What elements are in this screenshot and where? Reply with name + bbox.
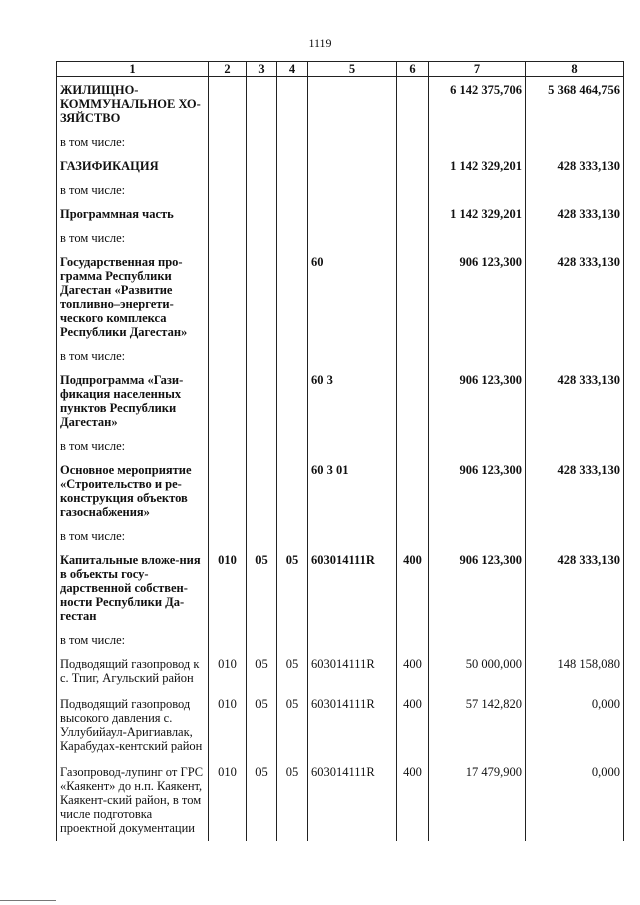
subtotal-label-row	[57, 345, 624, 367]
cell-3: 05	[247, 759, 277, 841]
cell-8: 0,000	[526, 691, 624, 759]
cell-3: 05	[247, 691, 277, 759]
cell-2	[209, 77, 247, 132]
cell-5: 60	[308, 249, 397, 345]
cell-5: 60 3 01	[308, 457, 397, 525]
cell-6	[397, 457, 429, 525]
cell-2	[209, 201, 247, 227]
row-name: ЖИЛИЩНО-КОММУНАЛЬНОЕ ХО-ЗЯЙСТВО	[57, 77, 209, 132]
col-header-2: 2	[209, 62, 247, 77]
cell-4	[277, 457, 308, 525]
including-label: в том числе:	[57, 629, 209, 651]
cell-6	[397, 367, 429, 435]
col-header-1: 1	[57, 62, 209, 77]
cell-2	[209, 457, 247, 525]
cell-3	[247, 153, 277, 179]
cell-5: 603014111R	[308, 691, 397, 759]
cell-4: 05	[277, 547, 308, 629]
cell-2	[209, 249, 247, 345]
cell-2	[209, 367, 247, 435]
cell-7: 1 142 329,201	[429, 153, 526, 179]
col-header-6: 6	[397, 62, 429, 77]
header-row	[57, 62, 624, 77]
cell-8: 428 333,130	[526, 249, 624, 345]
cell-3	[247, 77, 277, 132]
table-row	[57, 547, 624, 629]
cell-5: 60 3	[308, 367, 397, 435]
subtotal-label-row	[57, 131, 624, 153]
cell-8: 148 158,080	[526, 651, 624, 691]
cell-7: 50 000,000	[429, 651, 526, 691]
row-name: Подводящий газопровод к с. Тпиг, Агульский район	[57, 651, 209, 691]
subtotal-label-row	[57, 179, 624, 201]
including-label: в том числе:	[57, 227, 209, 249]
row-name: Подводящий газопровод высокого давления с. Уллубийаул-Аригиавлак, Карабудах-кентский район	[57, 691, 209, 759]
row-name: ГАЗИФИКАЦИЯ	[57, 153, 209, 179]
cell-8: 428 333,130	[526, 547, 624, 629]
col-header-7: 7	[429, 62, 526, 77]
subtotal-label-row	[57, 525, 624, 547]
cell-2	[209, 153, 247, 179]
cell-6: 400	[397, 759, 429, 841]
cell-6	[397, 77, 429, 132]
cell-8: 428 333,130	[526, 153, 624, 179]
table-row	[57, 201, 624, 227]
cell-2: 010	[209, 759, 247, 841]
page-number: 1119	[308, 36, 332, 50]
row-name: Программная часть	[57, 201, 209, 227]
cell-5: 603014111R	[308, 651, 397, 691]
cell-8: 428 333,130	[526, 201, 624, 227]
table-row	[57, 153, 624, 179]
scan-edge-line	[0, 900, 56, 901]
cell-7: 906 123,300	[429, 367, 526, 435]
cell-3	[247, 249, 277, 345]
cell-7: 906 123,300	[429, 457, 526, 525]
row-name: Основное мероприятие «Строительство и ре-конструкция объектов газоснабжения»	[57, 457, 209, 525]
cell-7: 906 123,300	[429, 249, 526, 345]
cell-5	[308, 201, 397, 227]
cell-6	[397, 249, 429, 345]
cell-6	[397, 201, 429, 227]
cell-6: 400	[397, 691, 429, 759]
table-row	[57, 691, 624, 759]
cell-8: 0,000	[526, 759, 624, 841]
cell-5	[308, 77, 397, 132]
cell-4: 05	[277, 759, 308, 841]
cell-4: 05	[277, 651, 308, 691]
cell-4	[277, 153, 308, 179]
cell-2: 010	[209, 691, 247, 759]
cell-2: 010	[209, 547, 247, 629]
cell-5	[308, 153, 397, 179]
including-label: в том числе:	[57, 131, 209, 153]
cell-5: 603014111R	[308, 547, 397, 629]
including-label: в том числе:	[57, 525, 209, 547]
cell-4	[277, 249, 308, 345]
row-name: Подпрограмма «Гази-фикация населенных пунктов Республики Дагестан»	[57, 367, 209, 435]
cell-3: 05	[247, 547, 277, 629]
col-header-3: 3	[247, 62, 277, 77]
cell-7: 57 142,820	[429, 691, 526, 759]
cell-2: 010	[209, 651, 247, 691]
table-row	[57, 759, 624, 841]
cell-6: 400	[397, 651, 429, 691]
col-header-5: 5	[308, 62, 397, 77]
including-label: в том числе:	[57, 435, 209, 457]
table-row	[57, 249, 624, 345]
table-row	[57, 77, 624, 132]
table-row	[57, 651, 624, 691]
cell-3	[247, 201, 277, 227]
cell-5: 603014111R	[308, 759, 397, 841]
cell-4	[277, 367, 308, 435]
cell-7: 6 142 375,706	[429, 77, 526, 132]
including-label: в том числе:	[57, 345, 209, 367]
col-header-8: 8	[526, 62, 624, 77]
row-name: Газопровод-лупинг от ГРС «Каякент» до н.п. Каякент, Каякент-ский район, в том числе подготовка проектной документации	[57, 759, 209, 841]
cell-7: 17 479,900	[429, 759, 526, 841]
cell-4	[277, 77, 308, 132]
subtotal-label-row	[57, 435, 624, 457]
table-row	[57, 367, 624, 435]
subtotal-label-row	[57, 227, 624, 249]
including-label: в том числе:	[57, 179, 209, 201]
cell-8: 428 333,130	[526, 367, 624, 435]
cell-8: 5 368 464,756	[526, 77, 624, 132]
row-name: Государственная про-грамма Республики Дагестан «Развитие топливно–энергети-ческого комплекса Республики Дагестан»	[57, 249, 209, 345]
col-header-4: 4	[277, 62, 308, 77]
cell-8: 428 333,130	[526, 457, 624, 525]
cell-4: 05	[277, 691, 308, 759]
subtotal-label-row	[57, 629, 624, 651]
cell-3: 05	[247, 651, 277, 691]
cell-6	[397, 153, 429, 179]
cell-4	[277, 201, 308, 227]
row-name: Капитальные вложе-ния в объекты госу-дарственной собствен-ности Республики Да-гестан	[57, 547, 209, 629]
cell-3	[247, 457, 277, 525]
cell-3	[247, 367, 277, 435]
cell-7: 1 142 329,201	[429, 201, 526, 227]
budget-table	[56, 61, 624, 841]
cell-6: 400	[397, 547, 429, 629]
table-row	[57, 457, 624, 525]
cell-7: 906 123,300	[429, 547, 526, 629]
